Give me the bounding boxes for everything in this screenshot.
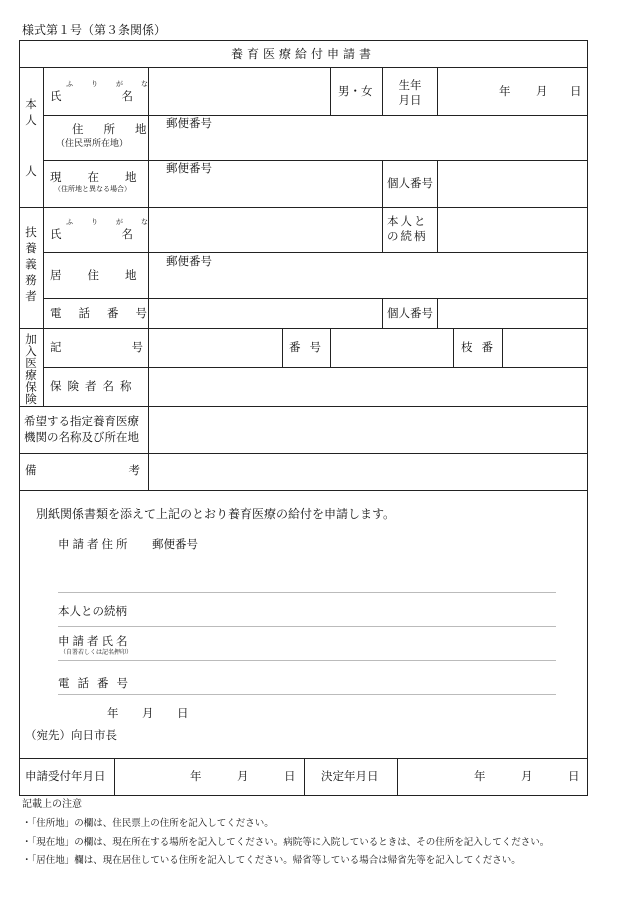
current-location-label: 現在地 <box>50 170 163 184</box>
number-label: 番号 <box>289 340 330 354</box>
self-personal-number-label: 個人番号 <box>387 176 433 190</box>
guardian-name-field[interactable] <box>149 208 381 251</box>
guardian-phone-field[interactable] <box>149 299 381 327</box>
residence-postal-label: 郵便番号 <box>166 254 212 268</box>
note-item: ・「住所地」の欄は、住民票上の住所を記入してください。 <box>22 818 274 829</box>
received-day-unit: 日 <box>284 769 296 783</box>
note-item: ・「現在地」の欄は、現在所在する場所を記入してください。病院等に入院しているときは、その住所を記入してください。 <box>22 837 550 848</box>
self-furigana: ふりがな <box>66 80 166 88</box>
received-year-unit: 年 <box>190 769 202 783</box>
remarks-field[interactable] <box>149 454 586 489</box>
received-month-unit: 月 <box>237 769 249 783</box>
gender-selector[interactable]: 男・女 <box>338 84 373 98</box>
current-postal-label: 郵便番号 <box>166 161 212 175</box>
insurance-branch-field[interactable] <box>503 329 586 366</box>
self-section-label-2: 人 <box>25 164 37 178</box>
form-number: 様式第１号（第３条関係） <box>22 23 167 37</box>
addressee: （宛先）向日市長 <box>25 728 117 742</box>
applicant-phone-field[interactable] <box>140 668 556 693</box>
guardian-name-label: 氏名 <box>50 227 193 241</box>
insurer-name-label: 保険者名称 <box>50 379 138 393</box>
applicant-address-label: 申請者住所 <box>58 537 131 551</box>
received-date-label: 申請受付年月日 <box>25 769 106 783</box>
address-postal-label: 郵便番号 <box>166 116 212 130</box>
applicant-phone-label: 電話番号 <box>58 676 136 690</box>
decided-date-field[interactable] <box>398 759 586 794</box>
residence-label: 居住地 <box>50 268 163 282</box>
insurance-number-field[interactable] <box>331 329 452 366</box>
guardian-personal-number-field[interactable] <box>438 299 586 327</box>
birthdate-year-unit: 年 <box>499 84 511 98</box>
self-section-label: 本人 <box>25 97 37 127</box>
applicant-name-label: 申請者氏名 <box>58 634 131 648</box>
decided-day-unit: 日 <box>568 769 580 783</box>
applicant-relation-label: 本人との続柄 <box>58 604 127 618</box>
applicant-name-field[interactable] <box>140 632 556 658</box>
birthdate-month-unit: 月 <box>536 84 548 98</box>
decided-year-unit: 年 <box>474 769 486 783</box>
birthdate-label: 生年月日 <box>398 78 422 107</box>
applicant-address-field[interactable] <box>58 556 556 591</box>
applicant-name-sub-label: （自署若しくは記名押印） <box>60 649 133 656</box>
birthdate-day-unit: 日 <box>570 84 582 98</box>
insurer-name-field[interactable] <box>149 368 586 405</box>
insurance-section-label: 加入医療保険 <box>25 332 37 406</box>
received-date-field[interactable] <box>115 759 303 794</box>
address-label: 住所地 <box>72 122 167 136</box>
institution-field[interactable] <box>149 407 586 452</box>
address-field[interactable] <box>149 131 586 159</box>
address-sub-label: （住民票所在地） <box>56 139 129 149</box>
application-month-unit: 月 <box>142 706 154 720</box>
institution-label-1: 希望する指定養育医療 <box>24 414 139 428</box>
guardian-personal-number-label: 個人番号 <box>387 306 433 320</box>
declaration-text: 別紙関係書類を添えて上記のとおり養育医療の給付を申請します。 <box>36 507 396 521</box>
applicant-postal-label: 郵便番号 <box>152 537 198 551</box>
note-item: ・「居住地」欄は、現在居住している住所を記入してください。帰省等している場合は帰省先等を記入してください。 <box>22 855 521 866</box>
decided-month-unit: 月 <box>521 769 533 783</box>
current-location-field[interactable] <box>149 177 381 206</box>
residence-field[interactable] <box>149 269 586 297</box>
application-day-unit: 日 <box>177 706 189 720</box>
relation-label: 本人との続柄 <box>387 214 428 243</box>
current-location-sub-label: （住所地と異なる場合） <box>54 185 131 193</box>
remarks-label: 備考 <box>25 463 232 477</box>
self-personal-number-field[interactable] <box>438 161 586 206</box>
decided-date-label: 決定年月日 <box>321 769 379 783</box>
guardian-relation-field[interactable] <box>438 208 586 251</box>
guardian-section-label: 扶養義務者 <box>25 225 37 303</box>
insurance-symbol-field[interactable] <box>149 329 281 366</box>
self-name-field[interactable] <box>149 68 329 114</box>
applicant-relation-field[interactable] <box>140 600 556 624</box>
form-title: 養育医療給付申請書 <box>230 47 375 61</box>
application-year-unit: 年 <box>107 706 119 720</box>
symbol-label: 記号 <box>50 340 213 354</box>
phone-label: 電話番号 <box>50 306 164 320</box>
self-name-label: 氏名 <box>50 89 193 103</box>
institution-label-2: 機関の名称及び所在地 <box>24 430 139 444</box>
notes-heading: 記載上の注意 <box>22 799 82 810</box>
branch-label: 枝番 <box>461 340 502 354</box>
guardian-furigana: ふりがな <box>66 218 166 226</box>
